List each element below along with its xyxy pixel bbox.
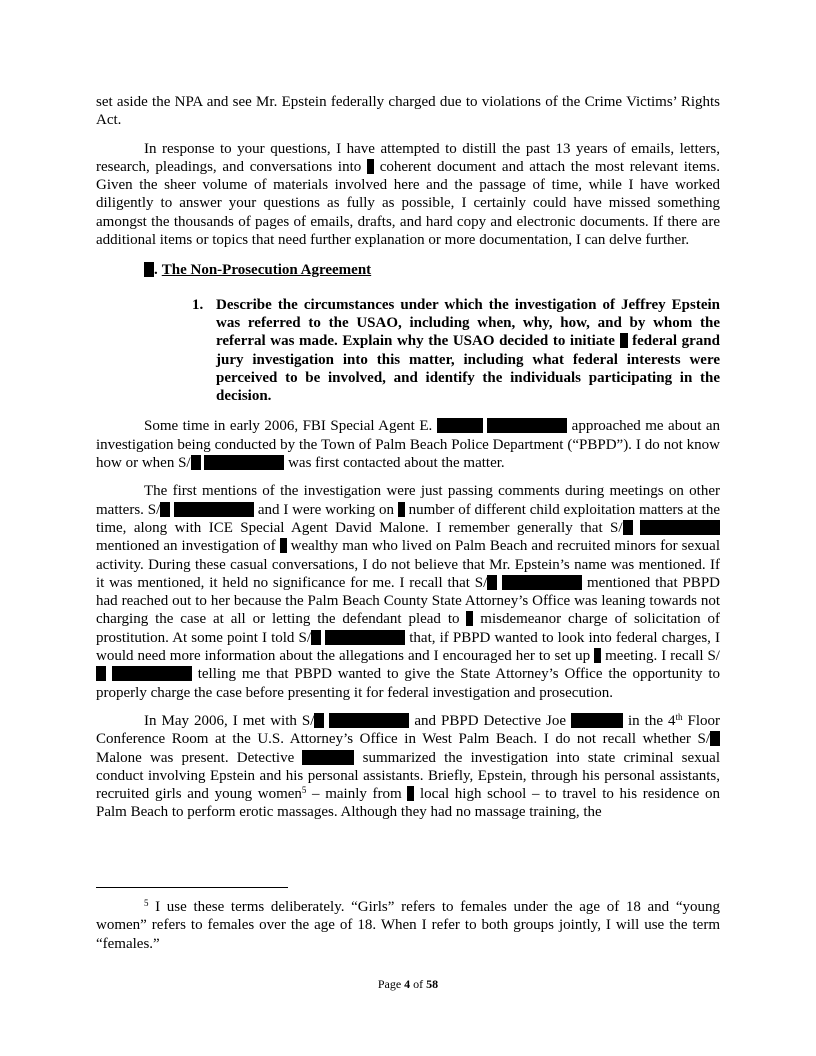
- section-heading: . The Non-Prosecution Agreement: [144, 261, 720, 279]
- redaction: [174, 502, 254, 517]
- footnote-ref: 5: [301, 785, 307, 796]
- paragraph-may-2006: In May 2006, I met with S/ and PBPD Detective Joe in the 4th Floor Conference Room at the U.S. Attorney’s Office in West Palm Beach. I do not recall whether S/ Malone was present. Detective summarized the investigation into state criminal sexual conduct involving Epstein and his personal assistants. Briefly, Epstein, through his personal assistants, recruited girls and young women$^5$ – mainly from local high school – to travel to his residence on Palm Beach to perform erotic massages. Although they had no massage training, the: [96, 711, 721, 821]
- response-paragraph: In response to your questions, I have attempted to distill the past 13 years of emails, letters, research, pleadings, and conversations into coherent document and attach the most relevant items. Given the sheer volume of materials involved here and the passage of time, while I have worked diligently to answer your questions as fully as possible, I certainly could have missed something amongst the thousands of pages of emails, drafts, and hard copy and electronic documents. If there are additional items or topics that need further explanation or more documentation, I can delve further.: [96, 140, 720, 249]
- redaction: [620, 333, 628, 348]
- redaction: [96, 666, 106, 681]
- redaction: [640, 520, 720, 535]
- section-title: The Non-Prosecution Agreement: [161, 262, 372, 279]
- page-footer: Page 4 of 58: [377, 977, 439, 991]
- redaction: [329, 713, 409, 728]
- redaction: [280, 538, 287, 553]
- redaction: [112, 666, 192, 681]
- page-total: 58: [426, 977, 439, 991]
- redaction: [623, 520, 633, 535]
- footnote-separator: [96, 887, 288, 888]
- redaction: [367, 159, 374, 174]
- redaction: [502, 575, 582, 590]
- redaction: [487, 418, 567, 433]
- footnote: $^5$ I use these terms deliberately. “Girls” refers to females under the age of 18 and “young women” refers to females over the age of 18. When I refer to both groups jointly, I will use the term “females.”: [96, 898, 720, 952]
- redaction: [160, 502, 170, 517]
- question-number: 1.: [192, 296, 204, 313]
- redaction: [302, 750, 354, 765]
- redaction: [487, 575, 497, 590]
- redaction: [325, 630, 405, 645]
- paragraph-referral: Some time in early 2006, FBI Special Agent E. approached me about an investigation being conducted by the Town of Palm Beach Police Department (“PBPD”). I do not know how or when S/ was first contacted about the matter.: [96, 418, 721, 472]
- redaction: [204, 455, 284, 470]
- footnote-marker: 5: [144, 898, 149, 908]
- redaction: [314, 713, 324, 728]
- intro-paragraph: set aside the NPA and see Mr. Epstein federally charged due to violations of the Crime Victims’ Rights Act.: [96, 94, 720, 129]
- redaction: [398, 502, 405, 517]
- redaction: [710, 731, 720, 746]
- paragraph-first-mentions: The first mentions of the investigation were just passing comments during meetings on other matters. S/ and I were working on number of different child exploitation matters at the time, along with ICE Special Agent David Malone. I remember generally that S/ mentioned an investigation of wealthy man who lived on Palm Beach and recruited minors for sexual activity. During these casual conversations, I do not believe that Mr. Epstein’s name was mentioned. If it was mentioned, it held no significance for me. I recall that S/ mentioned that PBPD had reached out to her because the Palm Beach County State Attorney’s Office was leaning towards not charging the case at all or letting the defendant plead to misdemeanor charge of solicitation of prostitution. At some point I told S/ that, if PBPD wanted to look into federal charges, I would need more information about the allegations and I encouraged her to set up meeting. I recall S/ telling me that PBPD wanted to give the State Attorney’s Office the opportunity to properly charge the case before presenting it for federal investigation and prosecution.: [96, 483, 721, 701]
- redaction: [571, 713, 623, 728]
- page-number: 4: [404, 977, 411, 991]
- redaction: [191, 455, 201, 470]
- redaction: [437, 418, 483, 433]
- document-body: [96, 93, 720, 822]
- redaction: [311, 630, 321, 645]
- question-text: Describe the circumstances under which the investigation of Jeffrey Epstein was referred to the USAO, including when, why, how, and by whom the referral was made. Explain why the USAO decided to initiate federal grand jury investigation into this matter, including what federal interests were perceived to be involved, and identify the individuals participating in the decision.: [216, 296, 720, 405]
- question-block: [192, 296, 720, 406]
- redaction: [144, 262, 154, 277]
